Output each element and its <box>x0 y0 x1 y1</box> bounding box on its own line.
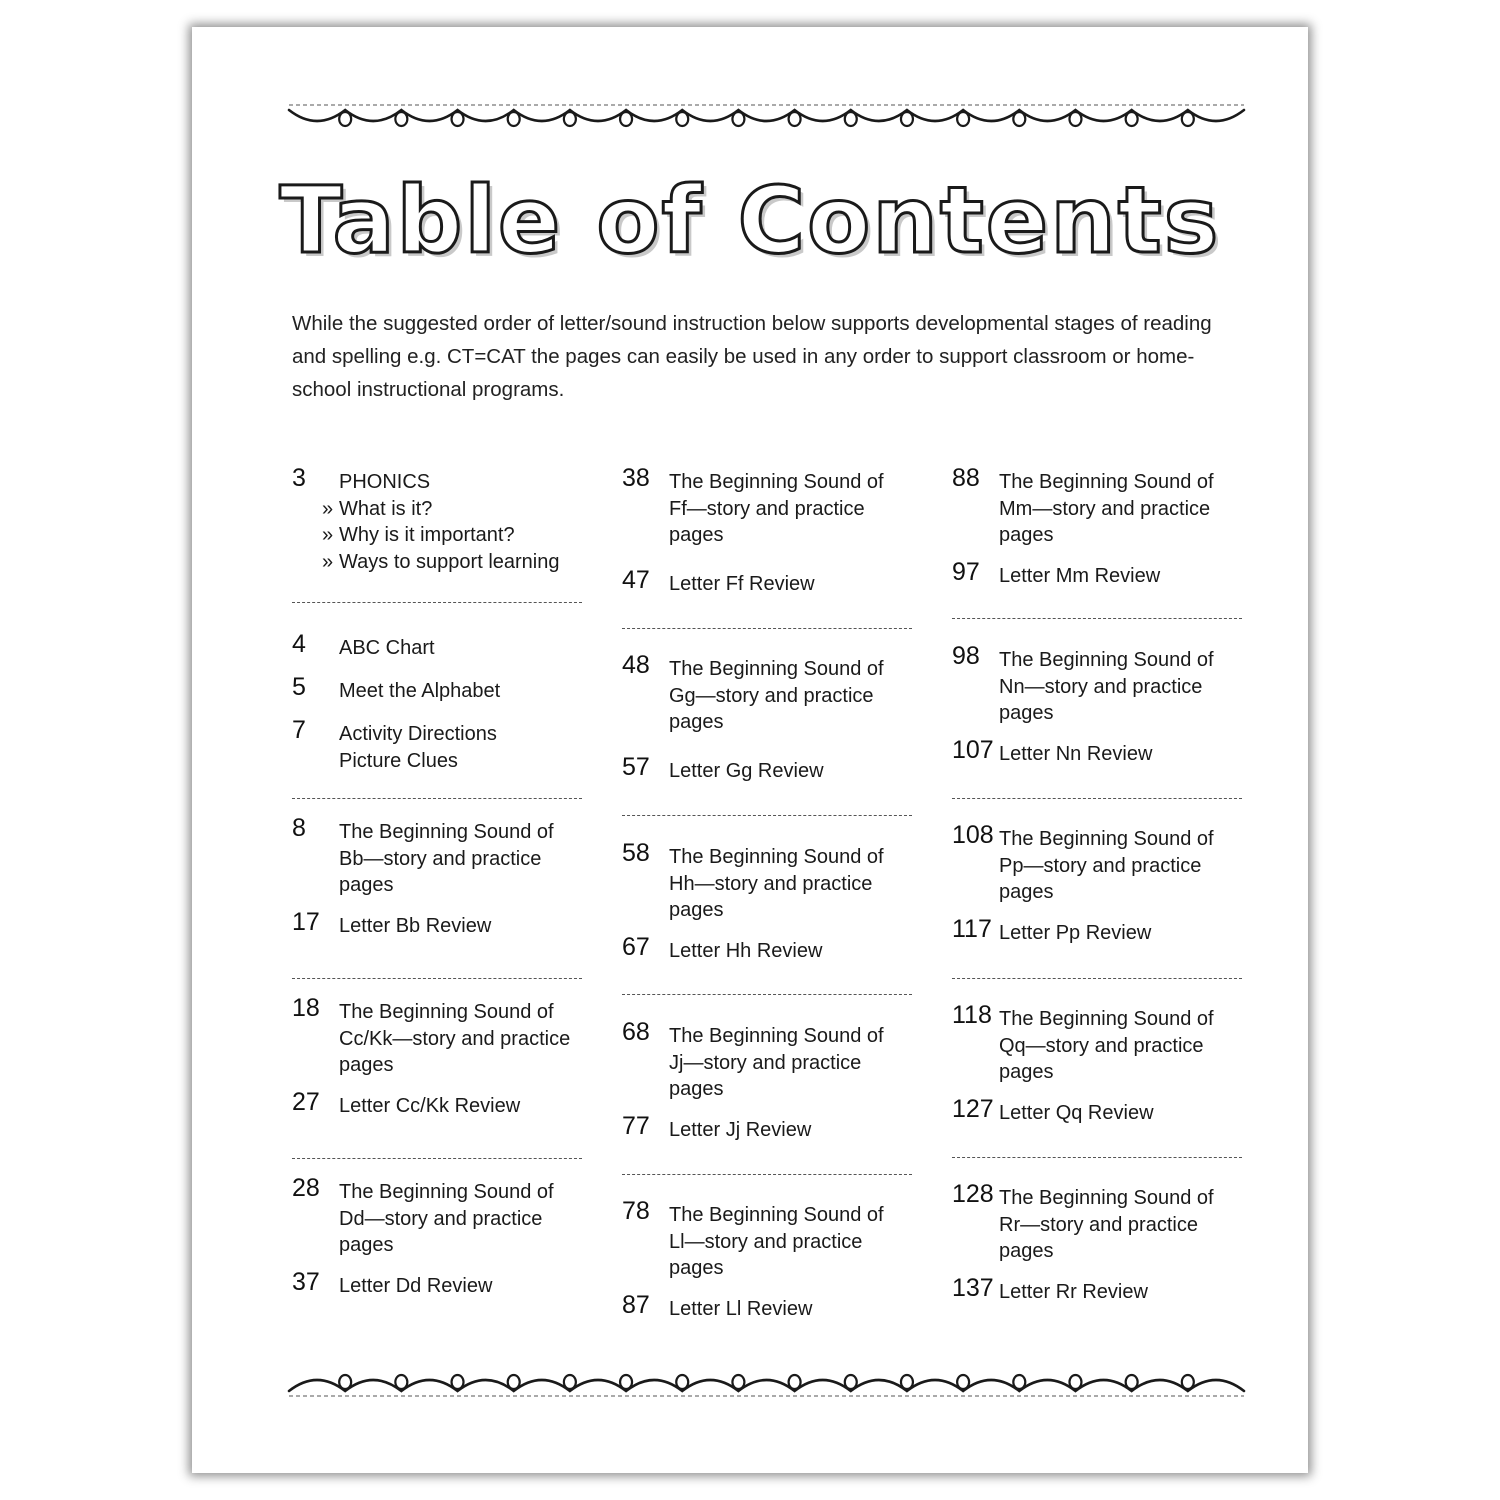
toc-entry-line: The Beginning Sound of <box>999 471 1214 493</box>
toc-entry-line: Ff—story and practice <box>669 497 865 520</box>
toc-entry-text <box>999 647 1249 727</box>
toc-entry-text <box>339 1093 589 1120</box>
toc-entry-line: pages <box>669 899 724 921</box>
dashed-divider <box>292 602 582 603</box>
toc-entry-line: pages <box>339 1234 394 1256</box>
toc-entry-line: Letter Jj Review <box>669 1119 812 1141</box>
bullet-glyph: » <box>322 550 334 573</box>
bullet-glyph: » <box>322 524 334 546</box>
toc-entry-text <box>999 741 1249 768</box>
toc-subitem-label: Ways to support learning <box>339 550 560 573</box>
toc-entry-line: Jj—story and practice <box>669 1051 862 1074</box>
toc-entry-text <box>669 571 919 598</box>
toc-entry-line: The Beginning Sound of <box>339 1001 554 1023</box>
scallop-line <box>289 1380 1244 1391</box>
scallop-loop <box>339 1375 351 1389</box>
toc-page-number: 68 <box>622 1018 650 1046</box>
bottom-scallop-border <box>192 1359 1308 1419</box>
scallop-loop <box>564 112 576 126</box>
toc-entry-text <box>999 563 1249 590</box>
scallop-loop <box>620 1375 632 1389</box>
toc-entry-text <box>669 469 919 549</box>
toc-page-number: 87 <box>622 1291 650 1319</box>
toc-entry-line: pages <box>999 1061 1054 1083</box>
toc-entry-line: Cc/Kk—story and practice <box>339 1027 571 1050</box>
toc-page-number: 5 <box>292 673 306 701</box>
scallop-loop <box>1182 112 1194 126</box>
toc-entry-line: pages <box>999 881 1054 903</box>
toc-entry-text <box>999 1100 1249 1127</box>
toc-entry-line: pages <box>999 1240 1054 1262</box>
toc-entry-line: The Beginning Sound of <box>339 821 554 843</box>
toc-entry-line: Letter Hh Review <box>669 940 823 962</box>
toc-entry-line: The Beginning Sound of <box>669 1025 884 1047</box>
toc-entry-line: ABC Chart <box>339 637 435 659</box>
toc-page-number: 4 <box>292 630 306 658</box>
toc-entry-text <box>339 1179 589 1259</box>
toc-entry-line: The Beginning Sound of <box>669 471 884 493</box>
dashed-divider <box>622 1174 912 1175</box>
toc-page-number: 118 <box>952 1001 992 1029</box>
toc-page-number: 128 <box>952 1180 994 1208</box>
toc-entry-text <box>669 1023 919 1103</box>
dashed-divider <box>292 1158 582 1159</box>
toc-entry-line: The Beginning Sound of <box>999 1187 1214 1209</box>
toc-entry-line: Meet the Alphabet <box>339 680 501 702</box>
dashed-divider <box>952 798 1242 799</box>
toc-page-number: 77 <box>622 1112 650 1140</box>
scallop-loop <box>676 1375 688 1389</box>
toc-entry-text <box>999 1279 1249 1306</box>
toc-entry-text <box>999 826 1249 906</box>
toc-entry-text <box>339 819 589 899</box>
toc-entry-text <box>339 635 589 662</box>
toc-entry-line: pages <box>999 524 1054 546</box>
toc-page-number: 48 <box>622 651 650 679</box>
scallop-loop <box>845 1375 857 1389</box>
toc-entry-line: Letter Rr Review <box>999 1281 1148 1303</box>
dashed-divider <box>952 618 1242 619</box>
toc-page-number: 97 <box>952 558 980 586</box>
toc-entry-line: Pp—story and practice <box>999 854 1202 877</box>
scallop-loop <box>789 112 801 126</box>
scallop-loop <box>1182 1375 1194 1389</box>
toc-page-number: 57 <box>622 753 650 781</box>
toc-entry-line: Bb—story and practice <box>339 847 542 870</box>
toc-entry-text <box>669 1202 919 1282</box>
scallop-loop <box>957 1375 969 1389</box>
toc-page-number: 47 <box>622 566 650 594</box>
toc-entry-line: Letter Gg Review <box>669 760 824 782</box>
scallop-loop <box>395 112 407 126</box>
scallop-loop <box>452 1375 464 1389</box>
dashed-divider <box>622 994 912 995</box>
toc-entry-line: Letter Pp Review <box>999 922 1152 944</box>
toc-entry-line: Letter Dd Review <box>339 1275 493 1297</box>
toc-page-number: 107 <box>952 736 994 764</box>
toc-entry-text <box>339 721 589 774</box>
toc-entry-text <box>339 913 589 940</box>
toc-entry-text <box>999 1185 1249 1265</box>
scallop-loop <box>1013 112 1025 126</box>
toc-entry-line: The Beginning Sound of <box>669 846 884 868</box>
worksheet-page <box>192 27 1308 1473</box>
toc-entry-line: pages <box>339 1054 394 1076</box>
scallop-loop <box>901 112 913 126</box>
toc-entry-line: pages <box>669 524 724 546</box>
toc-entry-line: Nn—story and practice <box>999 675 1203 698</box>
scallop-loop <box>1013 1375 1025 1389</box>
dashed-divider <box>292 978 582 979</box>
toc-entry-line: The Beginning Sound of <box>999 649 1214 671</box>
toc-entry-line: The Beginning Sound of <box>999 828 1214 850</box>
toc-entry-line: Hh—story and practice <box>669 872 873 895</box>
scallop-loop <box>564 1375 576 1389</box>
toc-subitem-label: What is it? <box>339 497 433 520</box>
toc-page-number: 27 <box>292 1088 320 1116</box>
scallop-loop <box>676 112 688 126</box>
toc-entry-line: Ll—story and practice <box>669 1230 863 1253</box>
toc-entry-line: The Beginning Sound of <box>999 1008 1214 1030</box>
toc-entry-line: The Beginning Sound of <box>669 658 884 680</box>
toc-entry-text <box>669 656 919 736</box>
toc-page-number: 8 <box>292 814 306 842</box>
toc-entry-line: Picture Clues <box>339 749 458 772</box>
toc-entry-text <box>669 1296 919 1323</box>
toc-entry-line: Letter Bb Review <box>339 915 492 937</box>
toc-entry-line: The Beginning Sound of <box>339 1181 554 1203</box>
scallop-loop <box>732 112 744 126</box>
toc-entry-line: Letter Ff Review <box>669 573 815 595</box>
scallop-loop <box>789 1375 801 1389</box>
scallop-loop <box>508 112 520 126</box>
toc-entry-text <box>339 999 589 1079</box>
toc-subitem <box>322 496 589 523</box>
scallop-loop <box>1069 112 1081 126</box>
scallop-loop <box>957 112 969 126</box>
scallop-loop <box>508 1375 520 1389</box>
scallop-loop <box>732 1375 744 1389</box>
toc-page-number: 78 <box>622 1197 650 1225</box>
toc-page-number: 18 <box>292 994 320 1022</box>
toc-page-number: 127 <box>952 1095 994 1123</box>
toc-entry-line: pages <box>669 1257 724 1279</box>
scallop-loop <box>395 1375 407 1389</box>
dashed-divider <box>952 1157 1242 1158</box>
toc-entry-line: Activity Directions <box>339 723 497 745</box>
toc-entry-line: Mm—story and practice <box>999 497 1211 520</box>
scallop-loop <box>845 112 857 126</box>
toc-subitem <box>322 549 589 576</box>
toc-page-number: 67 <box>622 933 650 961</box>
toc-page-number: 98 <box>952 642 980 670</box>
toc-entry-text <box>669 938 919 965</box>
toc-page-number: 7 <box>292 716 306 744</box>
toc-entry-text <box>339 678 589 705</box>
scallop-loop <box>1126 1375 1138 1389</box>
intro-paragraph: While the suggested order of letter/sound instruction below supports developmental stages of reading and spelling e.g. CT=CAT the pages can easily be used in any order to support classroom or home-school instructional programs. <box>292 312 1212 401</box>
scallop-loop <box>901 1375 913 1389</box>
scallop-line <box>289 110 1244 121</box>
toc-entry-line: Rr—story and practice <box>999 1213 1198 1236</box>
toc-entry-line: Letter Ll Review <box>669 1298 813 1320</box>
page-title: Table of Contents <box>279 167 1221 274</box>
toc-entry-text <box>322 469 589 575</box>
scallop-loop <box>620 112 632 126</box>
toc-page-number: 117 <box>952 915 992 943</box>
toc-entry-line: pages <box>669 711 724 733</box>
toc-page-number: 37 <box>292 1268 320 1296</box>
scallop-loop <box>452 112 464 126</box>
dashed-divider <box>292 798 582 799</box>
scallop-loop <box>1126 112 1138 126</box>
toc-entry-line: Letter Qq Review <box>999 1102 1154 1124</box>
toc-page-number: 17 <box>292 908 320 936</box>
dashed-divider <box>622 815 912 816</box>
toc-entry-text <box>669 758 919 785</box>
toc-entry-line: PHONICS <box>339 471 431 493</box>
toc-entry-text <box>669 844 919 924</box>
bullet-glyph: » <box>322 497 334 520</box>
dashed-divider <box>622 628 912 629</box>
toc-page-number: 28 <box>292 1174 320 1202</box>
toc-entry-line: pages <box>339 874 394 896</box>
toc-entry-text <box>999 1006 1249 1086</box>
toc-subitem-label: Why is it important? <box>339 524 515 546</box>
toc-entry-line: The Beginning Sound of <box>669 1204 884 1226</box>
toc-entry-line: Letter Cc/Kk Review <box>339 1095 521 1117</box>
toc-entry-text <box>339 1273 589 1300</box>
dashed-divider <box>952 978 1242 979</box>
toc-entry-line: Letter Mm Review <box>999 565 1161 587</box>
toc-page-number: 58 <box>622 839 650 867</box>
toc-entry-line: pages <box>999 702 1054 724</box>
toc-page-number: 137 <box>952 1274 994 1302</box>
toc-entry-text <box>669 1117 919 1144</box>
toc-entry-text <box>999 920 1249 947</box>
toc-entry-line: Qq—story and practice <box>999 1034 1204 1057</box>
toc-page-number: 88 <box>952 464 980 492</box>
scallop-loop <box>1069 1375 1081 1389</box>
toc-entry-line: Dd—story and practice <box>339 1207 543 1230</box>
toc-subitem <box>322 522 589 549</box>
toc-page-number: 38 <box>622 464 650 492</box>
toc-entry-line: Letter Nn Review <box>999 743 1153 765</box>
toc-entry-line: pages <box>669 1078 724 1100</box>
toc-page-number: 108 <box>952 821 994 849</box>
top-scallop-border <box>192 92 1308 152</box>
toc-page-number: 3 <box>292 464 306 492</box>
toc-entry-text <box>999 469 1249 549</box>
scallop-loop <box>339 112 351 126</box>
toc-entry-line: Gg—story and practice <box>669 684 874 707</box>
